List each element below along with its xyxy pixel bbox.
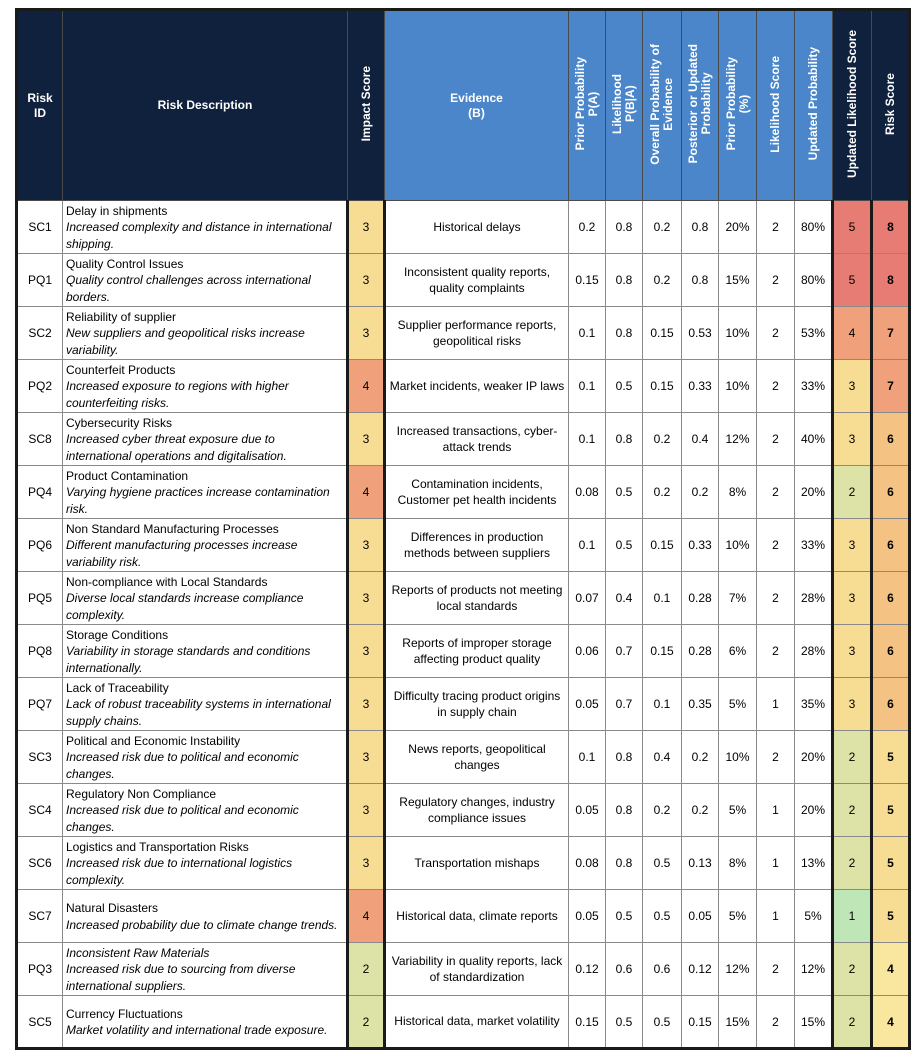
updated-likelihood-score: 2 [833, 466, 872, 519]
evidence: Increased transactions, cyber-attack trends [385, 413, 569, 466]
likelihood: 0.6 [606, 943, 643, 996]
updated-likelihood-score: 1 [833, 890, 872, 943]
risk-title: Political and Economic Instability [66, 733, 241, 748]
updated-probability: 53% [795, 307, 833, 360]
prior-probability-pct: 7% [719, 572, 757, 625]
updated-likelihood-score: 3 [833, 678, 872, 731]
header-updated-probability: Updated Probability [795, 10, 833, 201]
risk-detail: Increased probability due to climate change trends. [66, 917, 338, 932]
evidence: Market incidents, weaker IP laws [385, 360, 569, 413]
risk-title: Currency Fluctuations [66, 1006, 183, 1021]
risk-title: Product Contamination [66, 468, 189, 483]
updated-probability: 15% [795, 996, 833, 1049]
likelihood: 0.8 [606, 837, 643, 890]
impact-score: 4 [348, 360, 385, 413]
evidence: News reports, geopolitical changes [385, 731, 569, 784]
impact-score: 3 [348, 254, 385, 307]
posterior-probability: 0.2 [682, 466, 719, 519]
risk-detail: Increased cyber threat exposure due to international operations and digitalisation. [66, 432, 287, 463]
prior-probability-pct: 6% [719, 625, 757, 678]
risk-score: 8 [872, 201, 910, 254]
table-row [17, 678, 910, 731]
table-row [17, 360, 910, 413]
risk-detail: New suppliers and geopolitical risks increase variability. [66, 326, 305, 357]
table-row [17, 307, 910, 360]
overall-probability: 0.15 [643, 625, 682, 678]
likelihood: 0.8 [606, 307, 643, 360]
evidence: Historical delays [385, 201, 569, 254]
risk-score: 6 [872, 466, 910, 519]
prior-probability-pct: 5% [719, 678, 757, 731]
overall-probability: 0.5 [643, 996, 682, 1049]
prior-probability-pct: 12% [719, 943, 757, 996]
risk-score: 5 [872, 784, 910, 837]
likelihood: 0.5 [606, 890, 643, 943]
table-row [17, 996, 910, 1049]
prior-probability-pct: 10% [719, 307, 757, 360]
posterior-probability: 0.4 [682, 413, 719, 466]
updated-probability: 5% [795, 890, 833, 943]
updated-likelihood-score: 2 [833, 784, 872, 837]
risk-title: Non-compliance with Local Standards [66, 574, 268, 589]
risk-score: 6 [872, 413, 910, 466]
risk-title: Cybersecurity Risks [66, 415, 173, 430]
likelihood-score: 1 [757, 784, 795, 837]
risk-title: Delay in shipments [66, 203, 168, 218]
table-row [17, 625, 910, 678]
likelihood: 0.7 [606, 678, 643, 731]
risk-score: 6 [872, 519, 910, 572]
updated-probability: 40% [795, 413, 833, 466]
evidence: Historical data, market volatility [385, 996, 569, 1049]
risk-detail: Variability in storage standards and conditions internationally. [66, 644, 311, 675]
risk-description [63, 466, 348, 519]
impact-score: 3 [348, 413, 385, 466]
header-evidence: Evidence (B) [385, 10, 569, 201]
risk-id: PQ2 [17, 360, 63, 413]
risk-score: 6 [872, 572, 910, 625]
posterior-probability: 0.28 [682, 625, 719, 678]
overall-probability: 0.1 [643, 678, 682, 731]
impact-score: 2 [348, 996, 385, 1049]
risk-id: PQ3 [17, 943, 63, 996]
updated-likelihood-score: 2 [833, 996, 872, 1049]
likelihood-score: 2 [757, 466, 795, 519]
prior-probability: 0.1 [569, 519, 606, 572]
updated-likelihood-score: 2 [833, 943, 872, 996]
risk-detail: Quality control challenges across international borders. [66, 273, 311, 304]
header-risk-score: Risk Score [872, 10, 910, 201]
overall-probability: 0.2 [643, 413, 682, 466]
header-posterior-probability: Posterior or Updated Probability [682, 10, 719, 201]
risk-id: PQ1 [17, 254, 63, 307]
impact-score: 3 [348, 201, 385, 254]
evidence: Differences in production methods between suppliers [385, 519, 569, 572]
header-prior-probability: Prior Probability P(A) [569, 10, 606, 201]
posterior-probability: 0.12 [682, 943, 719, 996]
risk-detail: Different manufacturing processes increase variability risk. [66, 538, 298, 569]
header-row [17, 10, 910, 201]
posterior-probability: 0.2 [682, 784, 719, 837]
risk-id: SC7 [17, 890, 63, 943]
updated-likelihood-score: 5 [833, 201, 872, 254]
overall-probability: 0.2 [643, 254, 682, 307]
likelihood: 0.8 [606, 784, 643, 837]
risk-description [63, 572, 348, 625]
prior-probability-pct: 10% [719, 360, 757, 413]
risk-title: Storage Conditions [66, 627, 169, 642]
risk-description [63, 360, 348, 413]
risk-description [63, 201, 348, 254]
overall-probability: 0.15 [643, 360, 682, 413]
header-updated-likelihood-score: Updated Likelihood Score [833, 10, 872, 201]
risk-title: Non Standard Manufacturing Processes [66, 521, 279, 536]
risk-title: Counterfeit Products [66, 362, 176, 377]
risk-detail: Lack of robust traceability systems in international supply chains. [66, 697, 331, 728]
likelihood-score: 2 [757, 254, 795, 307]
updated-likelihood-score: 2 [833, 731, 872, 784]
updated-probability: 13% [795, 837, 833, 890]
updated-probability: 80% [795, 254, 833, 307]
risk-id: PQ6 [17, 519, 63, 572]
table-row [17, 201, 910, 254]
updated-likelihood-score: 3 [833, 625, 872, 678]
prior-probability-pct: 15% [719, 254, 757, 307]
prior-probability: 0.12 [569, 943, 606, 996]
risk-detail: Increased risk due to sourcing from diverse international suppliers. [66, 962, 296, 993]
overall-probability: 0.2 [643, 466, 682, 519]
likelihood: 0.4 [606, 572, 643, 625]
table-row [17, 890, 910, 943]
posterior-probability: 0.8 [682, 254, 719, 307]
likelihood-score: 2 [757, 731, 795, 784]
overall-probability: 0.2 [643, 784, 682, 837]
table-row [17, 731, 910, 784]
likelihood-score: 2 [757, 572, 795, 625]
risk-description [63, 307, 348, 360]
likelihood: 0.8 [606, 731, 643, 784]
updated-probability: 28% [795, 625, 833, 678]
updated-probability: 28% [795, 572, 833, 625]
header-risk-id: Risk ID [17, 10, 63, 201]
risk-description [63, 784, 348, 837]
prior-probability-pct: 15% [719, 996, 757, 1049]
risk-id: SC4 [17, 784, 63, 837]
table-row [17, 254, 910, 307]
risk-title: Quality Control Issues [66, 256, 184, 271]
risk-detail: Increased risk due to political and economic changes. [66, 750, 299, 781]
prior-probability-pct: 5% [719, 890, 757, 943]
updated-probability: 12% [795, 943, 833, 996]
evidence: Difficulty tracing product origins in supply chain [385, 678, 569, 731]
table-row [17, 413, 910, 466]
risk-score: 4 [872, 943, 910, 996]
evidence: Historical data, climate reports [385, 890, 569, 943]
likelihood-score: 2 [757, 996, 795, 1049]
updated-likelihood-score: 3 [833, 360, 872, 413]
prior-probability-pct: 20% [719, 201, 757, 254]
prior-probability: 0.1 [569, 731, 606, 784]
risk-id: PQ5 [17, 572, 63, 625]
risk-id: PQ7 [17, 678, 63, 731]
risk-title: Inconsistent Raw Materials [66, 945, 210, 960]
likelihood: 0.8 [606, 413, 643, 466]
likelihood: 0.5 [606, 466, 643, 519]
updated-likelihood-score: 3 [833, 413, 872, 466]
likelihood-score: 2 [757, 360, 795, 413]
overall-probability: 0.1 [643, 572, 682, 625]
table-row [17, 837, 910, 890]
evidence: Contamination incidents, Customer pet health incidents [385, 466, 569, 519]
posterior-probability: 0.33 [682, 360, 719, 413]
risk-description [63, 890, 348, 943]
likelihood-score: 1 [757, 678, 795, 731]
risk-score: 4 [872, 996, 910, 1049]
likelihood-score: 2 [757, 519, 795, 572]
header-likelihood: Likelihood P(B|A) [606, 10, 643, 201]
prior-probability: 0.1 [569, 307, 606, 360]
prior-probability: 0.05 [569, 890, 606, 943]
prior-probability-pct: 8% [719, 837, 757, 890]
likelihood: 0.5 [606, 996, 643, 1049]
likelihood: 0.8 [606, 201, 643, 254]
table-row [17, 466, 910, 519]
prior-probability: 0.1 [569, 360, 606, 413]
posterior-probability: 0.8 [682, 201, 719, 254]
likelihood: 0.5 [606, 519, 643, 572]
overall-probability: 0.5 [643, 837, 682, 890]
likelihood: 0.5 [606, 360, 643, 413]
header-likelihood-score: Likelihood Score [757, 10, 795, 201]
impact-score: 3 [348, 625, 385, 678]
risk-score: 7 [872, 307, 910, 360]
risk-id: SC8 [17, 413, 63, 466]
prior-probability: 0.08 [569, 466, 606, 519]
updated-likelihood-score: 3 [833, 572, 872, 625]
prior-probability-pct: 10% [719, 731, 757, 784]
risk-id: SC2 [17, 307, 63, 360]
table-row [17, 572, 910, 625]
prior-probability: 0.15 [569, 996, 606, 1049]
updated-likelihood-score: 5 [833, 254, 872, 307]
risk-id: PQ8 [17, 625, 63, 678]
risk-description [63, 625, 348, 678]
risk-score: 8 [872, 254, 910, 307]
evidence: Supplier performance reports, geopolitical risks [385, 307, 569, 360]
prior-probability: 0.06 [569, 625, 606, 678]
risk-description [63, 519, 348, 572]
risk-score: 5 [872, 837, 910, 890]
likelihood-score: 1 [757, 890, 795, 943]
updated-probability: 80% [795, 201, 833, 254]
updated-likelihood-score: 3 [833, 519, 872, 572]
likelihood-score: 2 [757, 943, 795, 996]
risk-score: 6 [872, 678, 910, 731]
overall-probability: 0.15 [643, 519, 682, 572]
impact-score: 4 [348, 466, 385, 519]
likelihood-score: 2 [757, 625, 795, 678]
impact-score: 3 [348, 307, 385, 360]
prior-probability-pct: 5% [719, 784, 757, 837]
risk-score: 7 [872, 360, 910, 413]
impact-score: 3 [348, 731, 385, 784]
updated-probability: 20% [795, 466, 833, 519]
risk-id: SC5 [17, 996, 63, 1049]
updated-probability: 20% [795, 784, 833, 837]
evidence: Regulatory changes, industry compliance issues [385, 784, 569, 837]
overall-probability: 0.15 [643, 307, 682, 360]
prior-probability: 0.15 [569, 254, 606, 307]
risk-title: Reliability of supplier [66, 309, 177, 324]
risk-description [63, 996, 348, 1049]
posterior-probability: 0.53 [682, 307, 719, 360]
risk-title: Regulatory Non Compliance [66, 786, 217, 801]
risk-id: SC3 [17, 731, 63, 784]
risk-title: Lack of Traceability [66, 680, 169, 695]
likelihood: 0.8 [606, 254, 643, 307]
likelihood-score: 2 [757, 413, 795, 466]
prior-probability: 0.05 [569, 784, 606, 837]
risk-detail: Increased complexity and distance in international shipping. [66, 220, 332, 251]
risk-title: Natural Disasters [66, 901, 159, 915]
risk-register-table [15, 8, 911, 1050]
overall-probability: 0.6 [643, 943, 682, 996]
posterior-probability: 0.15 [682, 996, 719, 1049]
impact-score: 3 [348, 837, 385, 890]
table-row [17, 943, 910, 996]
risk-title: Logistics and Transportation Risks [66, 839, 249, 854]
prior-probability: 0.08 [569, 837, 606, 890]
risk-detail: Market volatility and international trade exposure. [66, 1023, 328, 1037]
prior-probability: 0.07 [569, 572, 606, 625]
evidence: Variability in quality reports, lack of standardization [385, 943, 569, 996]
posterior-probability: 0.35 [682, 678, 719, 731]
risk-id: PQ4 [17, 466, 63, 519]
evidence: Reports of improper storage affecting product quality [385, 625, 569, 678]
header-risk-description: Risk Description [63, 10, 348, 201]
likelihood-score: 2 [757, 307, 795, 360]
risk-detail: Varying hygiene practices increase contamination risk. [66, 485, 330, 516]
impact-score: 3 [348, 519, 385, 572]
risk-description [63, 731, 348, 784]
prior-probability: 0.1 [569, 413, 606, 466]
posterior-probability: 0.05 [682, 890, 719, 943]
risk-id: SC6 [17, 837, 63, 890]
risk-detail: Increased risk due to political and economic changes. [66, 803, 299, 834]
overall-probability: 0.2 [643, 201, 682, 254]
impact-score: 3 [348, 678, 385, 731]
posterior-probability: 0.28 [682, 572, 719, 625]
likelihood-score: 1 [757, 837, 795, 890]
evidence: Inconsistent quality reports, quality complaints [385, 254, 569, 307]
updated-probability: 33% [795, 519, 833, 572]
evidence: Transportation mishaps [385, 837, 569, 890]
risk-description [63, 943, 348, 996]
risk-score: 5 [872, 731, 910, 784]
risk-description [63, 678, 348, 731]
prior-probability: 0.05 [569, 678, 606, 731]
risk-id: SC1 [17, 201, 63, 254]
prior-probability-pct: 10% [719, 519, 757, 572]
header-prior-probability-pct: Prior Probability (%) [719, 10, 757, 201]
updated-probability: 35% [795, 678, 833, 731]
prior-probability-pct: 12% [719, 413, 757, 466]
overall-probability: 0.4 [643, 731, 682, 784]
header-impact-score: Impact Score [348, 10, 385, 201]
table-body [17, 201, 910, 1049]
updated-probability: 20% [795, 731, 833, 784]
impact-score: 3 [348, 572, 385, 625]
risk-detail: Increased risk due to international logistics complexity. [66, 856, 293, 887]
likelihood: 0.7 [606, 625, 643, 678]
table-row [17, 784, 910, 837]
evidence: Reports of products not meeting local standards [385, 572, 569, 625]
prior-probability-pct: 8% [719, 466, 757, 519]
header-overall-probability: Overall Probability of Evidence [643, 10, 682, 201]
risk-description [63, 837, 348, 890]
impact-score: 4 [348, 890, 385, 943]
prior-probability: 0.2 [569, 201, 606, 254]
risk-detail: Diverse local standards increase compliance complexity. [66, 591, 304, 622]
risk-score: 5 [872, 890, 910, 943]
posterior-probability: 0.33 [682, 519, 719, 572]
impact-score: 2 [348, 943, 385, 996]
risk-description [63, 413, 348, 466]
posterior-probability: 0.13 [682, 837, 719, 890]
table-row [17, 519, 910, 572]
risk-description [63, 254, 348, 307]
updated-likelihood-score: 4 [833, 307, 872, 360]
likelihood-score: 2 [757, 201, 795, 254]
overall-probability: 0.5 [643, 890, 682, 943]
updated-probability: 33% [795, 360, 833, 413]
updated-likelihood-score: 2 [833, 837, 872, 890]
risk-score: 6 [872, 625, 910, 678]
posterior-probability: 0.2 [682, 731, 719, 784]
impact-score: 3 [348, 784, 385, 837]
risk-detail: Increased exposure to regions with higher counterfeiting risks. [66, 379, 289, 410]
